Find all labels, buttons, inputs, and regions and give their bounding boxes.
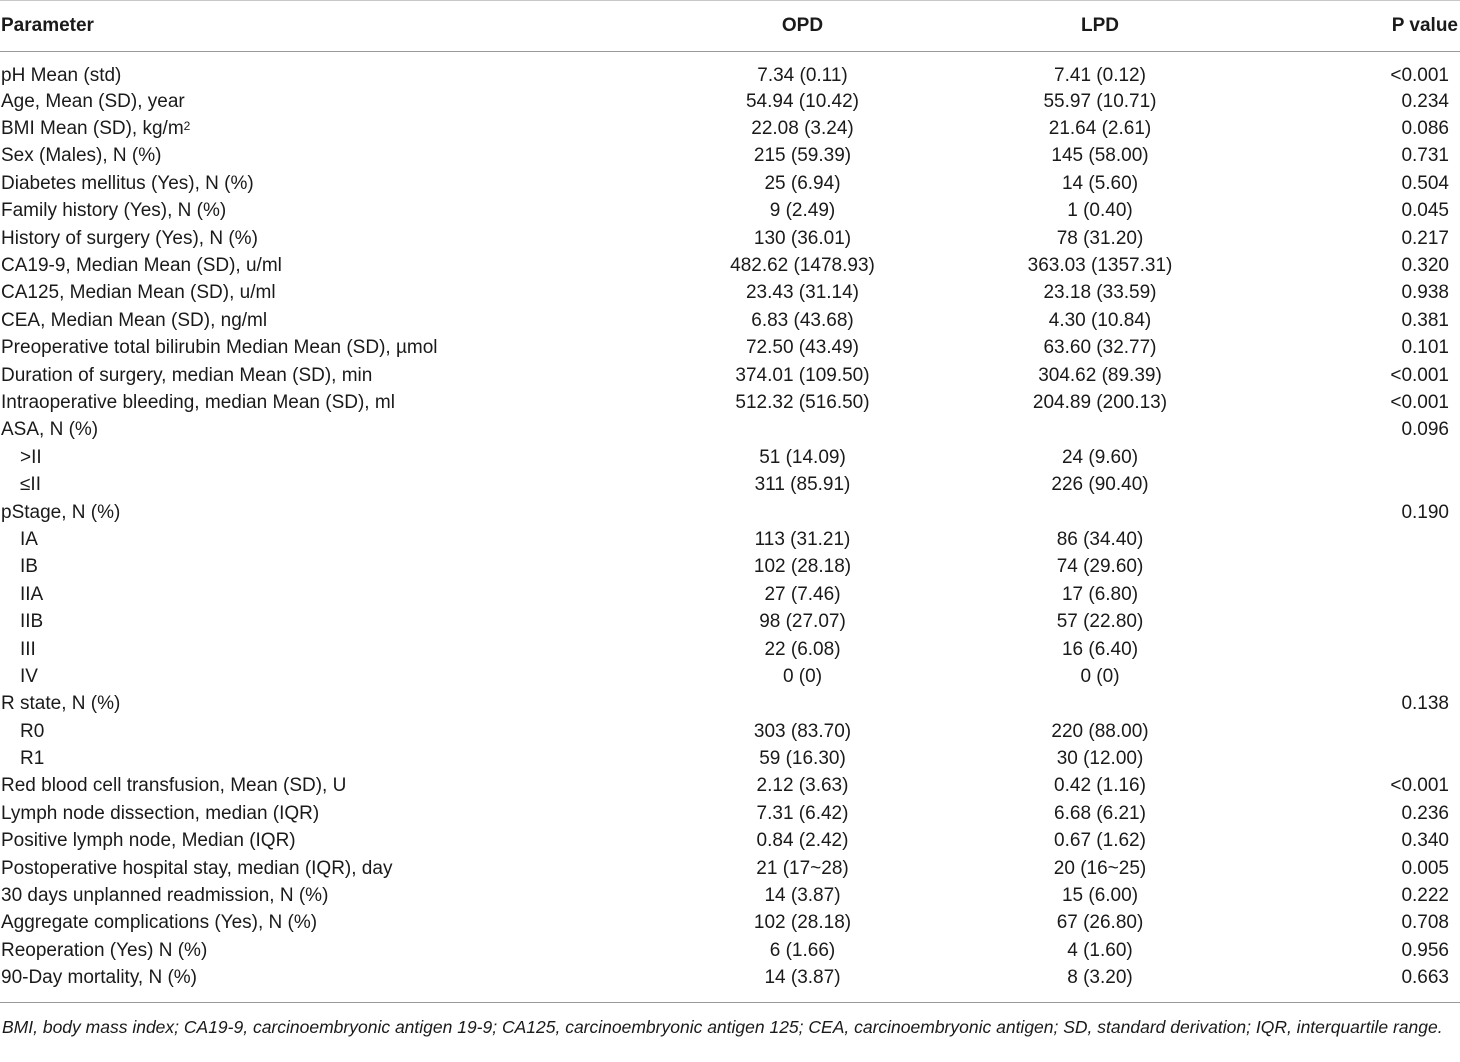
cell-lpd: 21.64 (2.61): [1048, 118, 1152, 140]
parameter-label: ≤II: [20, 474, 41, 496]
cell-lpd: 145 (58.00): [1051, 145, 1149, 167]
cell-opd: 512.32 (516.50): [735, 391, 870, 413]
table-row: [0, 499, 1460, 526]
cell-opd: 25 (6.94): [764, 172, 841, 194]
cell-parameter: [0, 910, 560, 937]
parameter-label: Intraoperative bleeding, median Mean (SD), ml: [1, 391, 395, 413]
cell-opd: [560, 691, 900, 718]
parameter-label: 90-Day mortality, N (%): [1, 967, 198, 989]
parameter-label: IA: [20, 528, 38, 550]
cell-p-value: [1300, 554, 1460, 581]
cell-lpd: 6.68 (6.21): [1054, 802, 1146, 824]
cell-p-value: 0.101: [1401, 337, 1449, 359]
cell-opd: 482.62 (1478.93): [730, 255, 875, 277]
cell-lpd: 55.97 (10.71): [1043, 90, 1157, 112]
cell-p-value: <0.001: [1390, 775, 1449, 797]
cell-p-value: 0.731: [1401, 145, 1449, 167]
cell-p-value: 0.138: [1401, 693, 1449, 715]
header-opd: OPD: [560, 1, 900, 52]
cell-p-value: 0.190: [1401, 501, 1449, 523]
cell-p-value: 0.222: [1401, 885, 1449, 907]
cell-parameter: [0, 389, 560, 416]
cell-p-value: 0.381: [1401, 309, 1449, 331]
parameter-label: IIA: [20, 583, 44, 605]
parameter-label: Duration of surgery, median Mean (SD), min: [1, 364, 373, 386]
cell-parameter: [0, 362, 560, 389]
cell-parameter: [0, 828, 560, 855]
cell-p-value: [1300, 471, 1460, 498]
table-row: [0, 417, 1460, 444]
parameter-label: IIB: [20, 611, 44, 633]
cell-lpd: [900, 417, 1300, 444]
cell-opd: 6 (1.66): [769, 939, 836, 961]
cell-parameter: [0, 307, 560, 334]
cell-opd: 14 (3.87): [764, 967, 841, 989]
cell-p-value: [1300, 581, 1460, 608]
cell-lpd: 23.18 (33.59): [1043, 282, 1157, 304]
cell-opd: 22.08 (3.24): [751, 118, 854, 140]
cell-lpd: 86 (34.40): [1056, 528, 1144, 550]
cell-opd: 54.94 (10.42): [745, 90, 860, 112]
cell-parameter: [0, 855, 560, 882]
cell-p-value: 0.938: [1401, 282, 1449, 304]
cell-parameter: [0, 471, 560, 498]
cell-lpd: 0.42 (1.16): [1054, 775, 1146, 797]
cell-parameter: [0, 718, 560, 745]
cell-opd: 374.01 (109.50): [735, 364, 870, 386]
cell-lpd: 7.41 (0.12): [1054, 65, 1146, 86]
cell-parameter: [0, 773, 560, 800]
cell-lpd: 74 (29.60): [1056, 556, 1144, 578]
table-row: [0, 115, 1460, 142]
superscript: 2: [183, 119, 191, 134]
cell-lpd: 30 (12.00): [1056, 748, 1144, 770]
cell-opd: 7.34 (0.11): [757, 65, 848, 86]
cell-opd: 59 (16.30): [759, 748, 846, 770]
table-row: [0, 252, 1460, 279]
cell-p-value: 0.086: [1401, 118, 1449, 140]
cell-parameter: [0, 115, 560, 142]
cell-parameter: [0, 417, 560, 444]
cell-lpd: 17 (6.80): [1061, 583, 1139, 605]
cell-lpd: 1 (0.40): [1067, 200, 1133, 222]
cell-lpd: 24 (9.60): [1061, 446, 1139, 468]
cell-p-value: 0.045: [1401, 200, 1449, 222]
cell-opd: 7.31 (6.42): [756, 802, 849, 824]
parameter-label: Lymph node dissection, median (IQR): [1, 802, 320, 824]
header-parameter: Parameter: [0, 1, 560, 52]
table-row: [0, 554, 1460, 581]
cell-lpd: 20 (16~25): [1053, 857, 1147, 879]
cell-parameter: [0, 937, 560, 964]
cell-parameter: [0, 198, 560, 225]
cell-parameter: [0, 636, 560, 663]
parameter-label: >II: [20, 446, 42, 468]
parameter-label: IB: [20, 556, 38, 578]
parameter-label: Aggregate complications (Yes), N (%): [1, 912, 318, 934]
parameter-label: Sex (Males), N (%): [1, 145, 162, 167]
cell-parameter: [0, 170, 560, 197]
cell-p-value: [1300, 745, 1460, 772]
parameter-label: Preoperative total bilirubin Median Mean (SD), µmol: [1, 337, 438, 359]
cell-parameter: [0, 663, 560, 690]
table-row: [0, 691, 1460, 718]
cell-lpd: 78 (31.20): [1056, 227, 1144, 249]
cell-parameter: [0, 526, 560, 553]
cell-opd: 9 (2.49): [769, 200, 836, 222]
table-row: [0, 581, 1460, 608]
cell-lpd: 204.89 (200.13): [1032, 391, 1168, 413]
table-row: [0, 910, 1460, 937]
cell-parameter: [0, 965, 560, 1002]
table-row: [0, 773, 1460, 800]
parameter-label: History of surgery (Yes), N (%): [1, 227, 258, 249]
cell-p-value: 0.217: [1401, 227, 1449, 249]
cell-opd: 23.43 (31.14): [745, 282, 860, 304]
table-row: [0, 170, 1460, 197]
table-row: [0, 718, 1460, 745]
table-row: [0, 471, 1460, 498]
cell-opd: 27 (7.46): [764, 583, 841, 605]
parameter-label: CA19-9, Median Mean (SD), u/ml: [1, 255, 282, 277]
cell-lpd: 14 (5.60): [1061, 172, 1139, 194]
header-lpd: LPD: [900, 1, 1300, 52]
table-row: [0, 636, 1460, 663]
cell-opd: [560, 417, 900, 444]
cell-p-value: 0.236: [1401, 802, 1449, 824]
cell-parameter: [0, 335, 560, 362]
cell-lpd: 220 (88.00): [1051, 720, 1149, 742]
table-row: [0, 855, 1460, 882]
cell-p-value: <0.001: [1390, 364, 1449, 386]
cell-opd: 215 (59.39): [753, 145, 852, 167]
cell-p-value: [1300, 636, 1460, 663]
cell-lpd: 4.30 (10.84): [1048, 309, 1152, 331]
table-row: [0, 88, 1460, 115]
table-row: [0, 143, 1460, 170]
table-row: [0, 198, 1460, 225]
cell-lpd: 0.67 (1.62): [1054, 830, 1146, 852]
table-row: [0, 444, 1460, 471]
cell-opd: 72.50 (43.49): [745, 337, 860, 359]
cell-opd: 21 (17~28): [756, 857, 849, 879]
parameter-label: R0: [20, 720, 45, 742]
cell-opd: 98 (27.07): [759, 611, 846, 633]
parameter-label: R state, N (%): [1, 693, 121, 715]
cell-parameter: [0, 800, 560, 827]
table-row: [0, 280, 1460, 307]
parameter-label: pH Mean (std): [1, 65, 122, 86]
table-row: [0, 52, 1460, 89]
cell-p-value: <0.001: [1390, 391, 1449, 413]
parameter-label: Diabetes mellitus (Yes), N (%): [1, 172, 254, 194]
cell-p-value: 0.663: [1401, 967, 1449, 989]
cell-opd: 22 (6.08): [764, 638, 841, 660]
cell-parameter: [0, 581, 560, 608]
parameter-label: IV: [20, 665, 38, 687]
table-row: [0, 882, 1460, 909]
table-row: [0, 800, 1460, 827]
cell-parameter: [0, 225, 560, 252]
cell-p-value: [1300, 608, 1460, 635]
parameter-label: Family history (Yes), N (%): [1, 200, 227, 222]
cell-p-value: 0.005: [1401, 857, 1449, 879]
parameter-label: CA125, Median Mean (SD), u/ml: [1, 282, 276, 304]
table-row: [0, 362, 1460, 389]
cell-p-value: 0.504: [1401, 172, 1449, 194]
cell-parameter: [0, 252, 560, 279]
cell-opd: 113 (31.21): [754, 528, 851, 550]
cell-p-value: 0.096: [1401, 419, 1449, 441]
cell-parameter: [0, 745, 560, 772]
table-row: [0, 965, 1460, 1002]
cell-parameter: [0, 444, 560, 471]
cell-p-value: [1300, 663, 1460, 690]
cell-lpd: 226 (90.40): [1051, 474, 1149, 496]
table-row: [0, 225, 1460, 252]
cell-lpd: 0 (0): [1080, 665, 1120, 687]
header-row: [0, 1, 1460, 52]
cell-lpd: [900, 691, 1300, 718]
cell-opd: 14 (3.87): [764, 885, 841, 907]
cell-lpd: 63.60 (32.77): [1043, 337, 1157, 359]
cell-parameter: [0, 88, 560, 115]
parameter-label: Postoperative hospital stay, median (IQR), day: [1, 857, 393, 879]
parameter-label: Reoperation (Yes) N (%): [1, 939, 208, 961]
parameter-label: 30 days unplanned readmission, N (%): [1, 885, 329, 907]
table-row: [0, 526, 1460, 553]
parameter-label: R1: [20, 748, 45, 770]
cell-p-value: <0.001: [1390, 65, 1449, 86]
table-row: [0, 937, 1460, 964]
cell-lpd: 304.62 (89.39): [1038, 364, 1162, 386]
cell-p-value: 0.340: [1401, 830, 1449, 852]
table-row: [0, 307, 1460, 334]
cell-parameter: [0, 280, 560, 307]
cell-parameter: [0, 882, 560, 909]
parameter-label: ASA, N (%): [1, 419, 99, 441]
cell-p-value: 0.234: [1401, 90, 1449, 112]
cell-lpd: 16 (6.40): [1061, 638, 1139, 660]
cell-opd: 311 (85.91): [754, 474, 851, 496]
parameter-label: pStage, N (%): [1, 501, 121, 523]
cell-p-value: 0.956: [1401, 939, 1449, 961]
cell-parameter: [0, 499, 560, 526]
parameter-label: Positive lymph node, Median (IQR): [1, 830, 296, 852]
cell-opd: 2.12 (3.63): [756, 775, 849, 797]
cell-p-value: 0.320: [1401, 255, 1449, 277]
cell-lpd: 4 (1.60): [1067, 939, 1133, 961]
cell-p-value: [1300, 444, 1460, 471]
parameter-label: CEA, Median Mean (SD), ng/ml: [1, 309, 268, 331]
cell-opd: 51 (14.09): [759, 446, 846, 468]
cell-lpd: 363.03 (1357.31): [1027, 255, 1173, 277]
cell-opd: 303 (83.70): [753, 720, 852, 742]
cell-opd: 130 (36.01): [753, 227, 852, 249]
cell-p-value: [1300, 718, 1460, 745]
table-body: [0, 52, 1460, 1002]
parameter-label: Age, Mean (SD), year: [1, 90, 185, 112]
cell-opd: [560, 499, 900, 526]
cell-p-value: 0.708: [1401, 912, 1449, 934]
cell-lpd: 57 (22.80): [1056, 611, 1144, 633]
cell-opd: 102 (28.18): [753, 556, 852, 578]
cell-lpd: [900, 499, 1300, 526]
parameter-label: III: [20, 638, 36, 660]
table-row: [0, 828, 1460, 855]
cell-parameter: [0, 554, 560, 581]
table-header: [0, 1, 1460, 52]
cell-lpd: 15 (6.00): [1061, 885, 1139, 907]
cell-parameter: [0, 52, 560, 89]
cell-opd: 102 (28.18): [753, 912, 852, 934]
cell-parameter: [0, 143, 560, 170]
cell-parameter: [0, 691, 560, 718]
cell-opd: 0 (0): [782, 665, 823, 687]
table-footnote: BMI, body mass index; CA19-9, carcinoembryonic antigen 19-9; CA125, carcinoembryonic antigen 125; CEA, carcinoembryonic antigen; SD, standard derivation; IQR, interquartile range.: [0, 1002, 1460, 1041]
table-row: [0, 608, 1460, 635]
header-p-value: P value: [1300, 1, 1460, 52]
table-row: [0, 335, 1460, 362]
cell-opd: 6.83 (43.68): [751, 309, 854, 331]
cell-lpd: 67 (26.80): [1056, 912, 1144, 934]
cell-parameter: [0, 608, 560, 635]
parameter-label: Red blood cell transfusion, Mean (SD), U: [1, 775, 347, 797]
table-row: [0, 745, 1460, 772]
cell-p-value: [1300, 526, 1460, 553]
cell-lpd: 8 (3.20): [1067, 967, 1133, 989]
cell-opd: 0.84 (2.42): [756, 830, 849, 852]
table-row: [0, 663, 1460, 690]
table-row: [0, 389, 1460, 416]
parameter-label: BMI Mean (SD), kg/m: [1, 118, 184, 140]
